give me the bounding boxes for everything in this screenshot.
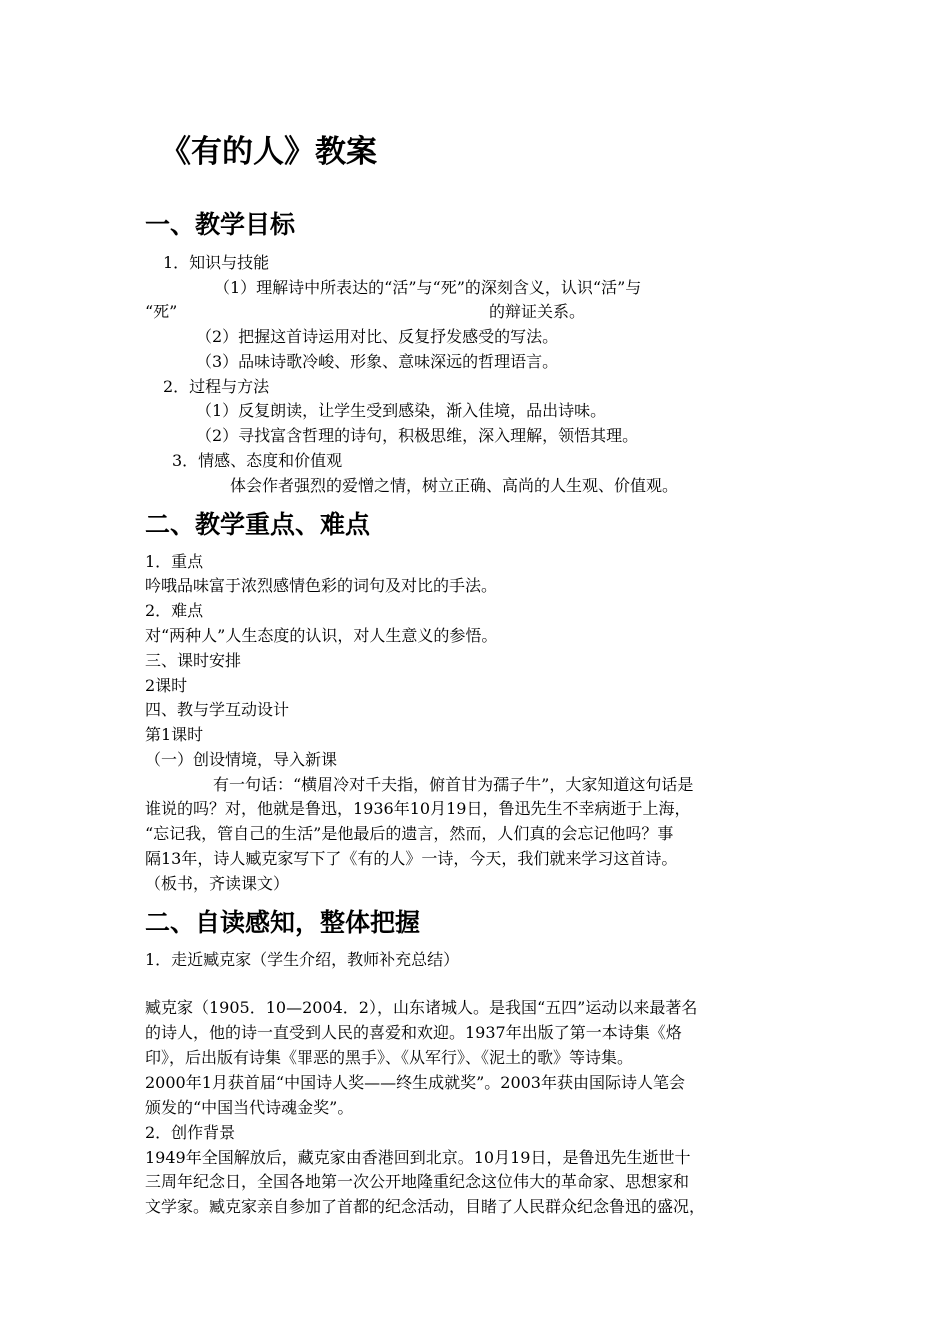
paragraph-line: 四、教与学互动设计: [145, 700, 290, 719]
paragraph-line: 三周年纪念日，全国各地第一次公开地隆重纪念这位伟大的革命家、思想家和: [145, 1172, 690, 1191]
list-item: （1）反复朗读，让学生受到感染，渐入佳境，品出诗味。: [196, 401, 607, 420]
paragraph-line: “忘记我，管自己的生活”是他最后的遗言，然而，人们真的会忘记他吗？事: [145, 824, 674, 843]
paragraph-line: 2000年1月获首届“中国诗人奖——终生成就奖”。2003年获由国际诗人笔会: [145, 1073, 685, 1092]
paragraph-line: 体会作者强烈的爱憎之情，树立正确、高尚的人生观、价值观。: [230, 476, 679, 495]
paragraph-line: “死”: [145, 302, 178, 321]
list-item: （3）品味诗歌冷峻、形象、意味深远的哲理语言。: [196, 352, 559, 371]
subsection-title: 3．情感、态度和价值观: [172, 451, 343, 470]
paragraph-line: 印》，后出版有诗集《罪恶的黑手》、《从军行》、《泥土的歌》等诗集。: [145, 1048, 634, 1067]
paragraph-line: 的辩证关系。: [489, 302, 586, 321]
section-heading-reading: 二、自读感知，整体把握: [145, 908, 421, 937]
paragraph-line: 吟哦品味富于浓烈感情色彩的词句及对比的手法。: [145, 576, 498, 595]
section-heading-objectives: 一、教学目标: [145, 210, 296, 239]
paragraph-line: 颁发的“中国当代诗魂金奖”。: [145, 1098, 354, 1117]
list-item: （2）寻找富含哲理的诗句，积极思维，深入理解，领悟其理。: [196, 426, 639, 445]
paragraph-line: 2．难点: [145, 601, 204, 620]
list-item: （2）把握这首诗运用对比、反复抒发感受的写法。: [196, 327, 559, 346]
paragraph-line: （一）创设情境，导入新课: [145, 750, 338, 769]
paragraph-line: 有一句话：“横眉冷对千夫指，俯首甘为孺子牛”，大家知道这句话是: [213, 775, 694, 794]
paragraph-line: （1）理解诗中所表达的“活”与“死”的深刻含义，认识“活”与: [214, 278, 642, 297]
document-title: 《有的人》教案: [160, 134, 377, 170]
paragraph-line: 隔13年，诗人臧克家写下了《有的人》一诗，今天，我们就来学习这首诗。: [145, 849, 678, 868]
section-heading-key-points: 二、教学重点、难点: [145, 510, 371, 539]
subsection-title: 1．知识与技能: [163, 253, 270, 272]
paragraph-line: 2课时: [145, 676, 188, 695]
paragraph-line: 文学家。臧克家亲自参加了首都的纪念活动，目睹了人民群众纪念鲁迅的盛况，: [145, 1197, 706, 1216]
paragraph-line: 2．创作背景: [145, 1123, 236, 1142]
subsection-title: 2．过程与方法: [163, 377, 270, 396]
paragraph-line: 的诗人，他的诗一直受到人民的喜爱和欢迎。1937年出版了第一本诗集《烙: [145, 1023, 682, 1042]
paragraph-line: （板书，齐读课文）: [145, 874, 290, 893]
paragraph-line: 三、课时安排: [145, 651, 242, 670]
paragraph-line: 谁说的吗？对，他就是鲁迅，1936年10月19日，鲁迅先生不幸病逝于上海，: [145, 799, 691, 818]
paragraph-line: 臧克家（1905．10—2004．2），山东诸城人。是我国“五四”运动以来最著名: [145, 998, 698, 1017]
paragraph-line: 第1课时: [145, 725, 204, 744]
paragraph-line: 对“两种人”人生态度的认识，对人生意义的参悟。: [145, 626, 498, 645]
paragraph-line: 1949年全国解放后，藏克家由香港回到北京。10月19日，是鲁迅先生逝世十: [145, 1148, 691, 1167]
paragraph-line: 1．重点: [145, 552, 204, 571]
paragraph-line: 1．走近臧克家（学生介绍，教师补充总结）: [145, 950, 460, 969]
